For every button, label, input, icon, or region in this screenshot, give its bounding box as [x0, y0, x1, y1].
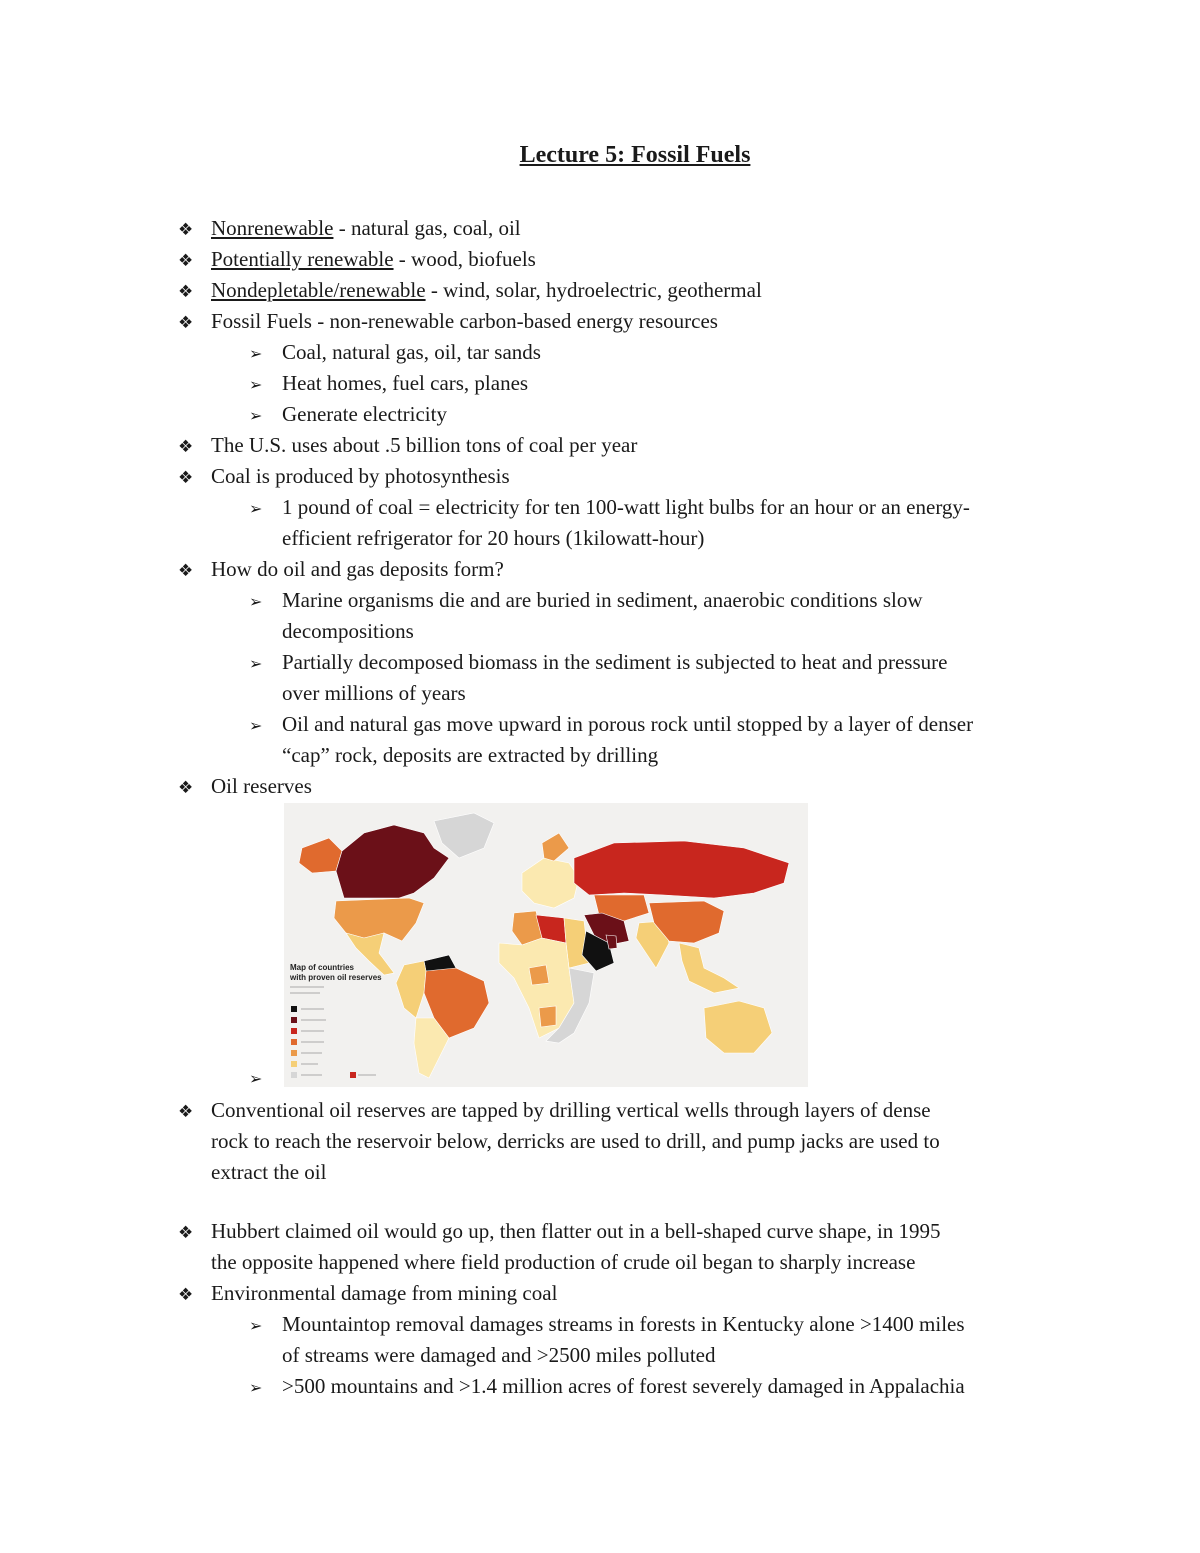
publisher-logo-icon: [350, 1072, 356, 1078]
item-text: 1 pound of coal = electricity for ten 100-watt light bulbs for an hour or an energy-: [282, 495, 970, 519]
item-text: - wind, solar, hydroelectric, geothermal: [425, 278, 762, 302]
arrow-bullet-icon: ➢: [249, 375, 263, 394]
item-continuation: extract the oil: [211, 1160, 327, 1184]
list-item: [178, 1216, 941, 1249]
sub-list-item: [249, 709, 973, 741]
arrow-bullet-icon: ➢: [249, 1378, 263, 1397]
arrow-bullet-icon: ➢: [249, 1069, 263, 1088]
item-text: Conventional oil reserves are tapped by drilling vertical wells through layers of dense: [211, 1098, 931, 1122]
list-item: [178, 554, 504, 587]
item-continuation: over millions of years: [282, 681, 466, 705]
list-item: [178, 1095, 931, 1128]
diamond-bullet-icon: ❖: [178, 1102, 194, 1122]
arrow-bullet-icon: ➢: [249, 654, 263, 673]
item-text: Mountaintop removal damages streams in forests in Kentucky alone >1400 miles: [282, 1312, 965, 1336]
arrow-bullet-icon: ➢: [249, 406, 263, 425]
sub-list-item: [249, 585, 923, 617]
arrow-bullet-icon: ➢: [249, 592, 263, 611]
item-text: How do oil and gas deposits form?: [211, 557, 504, 581]
term-nondepletable: Nondepletable/renewable: [211, 278, 426, 302]
item-text: Coal is produced by photosynthesis: [211, 464, 510, 488]
diamond-bullet-icon: ❖: [178, 778, 194, 798]
legend-swatch-high: [291, 1028, 297, 1034]
list-item: [178, 461, 510, 494]
arrow-bullet-icon: ➢: [249, 1316, 263, 1335]
legend-swatch-top-tier: [291, 1006, 297, 1012]
diamond-bullet-icon: ❖: [178, 468, 194, 488]
map-legend-title-line1: Map of countries: [290, 963, 355, 972]
page-title: Lecture 5: Fossil Fuels: [519, 142, 751, 168]
item-continuation: the opposite happened where field production of crude oil began to sharply increase: [211, 1250, 916, 1274]
sub-list-item: [249, 1062, 282, 1094]
item-text: The U.S. uses about .5 billion tons of coal per year: [211, 433, 638, 457]
term-potentially-renewable: Potentially renewable: [211, 247, 394, 271]
item-text: Fossil Fuels - non-renewable carbon-based energy resources: [211, 309, 718, 333]
item-text: - natural gas, coal, oil: [333, 216, 521, 240]
item-text: Oil reserves: [211, 774, 312, 798]
list-item: [178, 275, 762, 308]
diamond-bullet-icon: ❖: [178, 282, 194, 302]
item-text: Environmental damage from mining coal: [211, 1281, 558, 1305]
oil-reserves-map: [284, 803, 808, 1087]
sub-list-item: [249, 492, 970, 524]
legend-swatch-medium: [291, 1050, 297, 1056]
diamond-bullet-icon: ❖: [178, 1285, 194, 1305]
item-continuation: efficient refrigerator for 20 hours (1kilowatt-hour): [282, 526, 705, 550]
item-text: Partially decomposed biomass in the sediment is subjected to heat and pressure: [282, 650, 948, 674]
map-legend-title-line2: with proven oil reserves: [290, 973, 382, 982]
legend-swatch-medium-high: [291, 1039, 297, 1045]
item-text: Generate electricity: [282, 402, 447, 426]
item-text: Heat homes, fuel cars, planes: [282, 371, 529, 395]
legend-swatch-low: [291, 1061, 297, 1067]
diamond-bullet-icon: ❖: [178, 437, 194, 457]
diamond-bullet-icon: ❖: [178, 251, 194, 271]
arrow-bullet-icon: ➢: [249, 499, 263, 518]
sub-list-item: [249, 647, 947, 679]
sub-list-item: [249, 368, 528, 400]
diamond-bullet-icon: ❖: [178, 220, 194, 240]
arrow-bullet-icon: ➢: [249, 344, 263, 363]
item-text: - wood, biofuels: [393, 247, 536, 271]
sub-list-item: [249, 399, 447, 431]
arrow-bullet-icon: ➢: [249, 716, 263, 735]
term-nonrenewable: Nonrenewable: [211, 216, 334, 240]
diamond-bullet-icon: ❖: [178, 1223, 194, 1243]
list-item: [178, 244, 536, 277]
list-item: [178, 1278, 557, 1311]
legend-swatch-very-high: [291, 1017, 297, 1023]
item-text: >500 mountains and >1.4 million acres of forest severely damaged in Appalachia: [282, 1374, 965, 1398]
list-item: [178, 213, 521, 246]
list-item: [178, 306, 718, 339]
diamond-bullet-icon: ❖: [178, 561, 194, 581]
legend-swatch-none: [291, 1072, 297, 1078]
item-continuation: decompositions: [282, 619, 414, 643]
item-text: Hubbert claimed oil would go up, then flatter out in a bell-shaped curve shape, in 1995: [211, 1219, 941, 1243]
item-text: Oil and natural gas move upward in porous rock until stopped by a layer of denser: [282, 712, 974, 736]
item-continuation: rock to reach the reservoir below, derricks are used to drill, and pump jacks are used to: [211, 1129, 940, 1153]
item-continuation: of streams were damaged and >2500 miles polluted: [282, 1343, 716, 1367]
item-text: Marine organisms die and are buried in sediment, anaerobic conditions slow: [282, 588, 923, 612]
list-item: [178, 430, 637, 463]
sub-list-item: [249, 1309, 965, 1341]
list-item: [178, 771, 312, 804]
diamond-bullet-icon: ❖: [178, 313, 194, 333]
item-continuation: “cap” rock, deposits are extracted by drilling: [282, 743, 659, 767]
sub-list-item: [249, 1371, 965, 1403]
item-text: Coal, natural gas, oil, tar sands: [282, 340, 541, 364]
sub-list-item: [249, 337, 541, 369]
